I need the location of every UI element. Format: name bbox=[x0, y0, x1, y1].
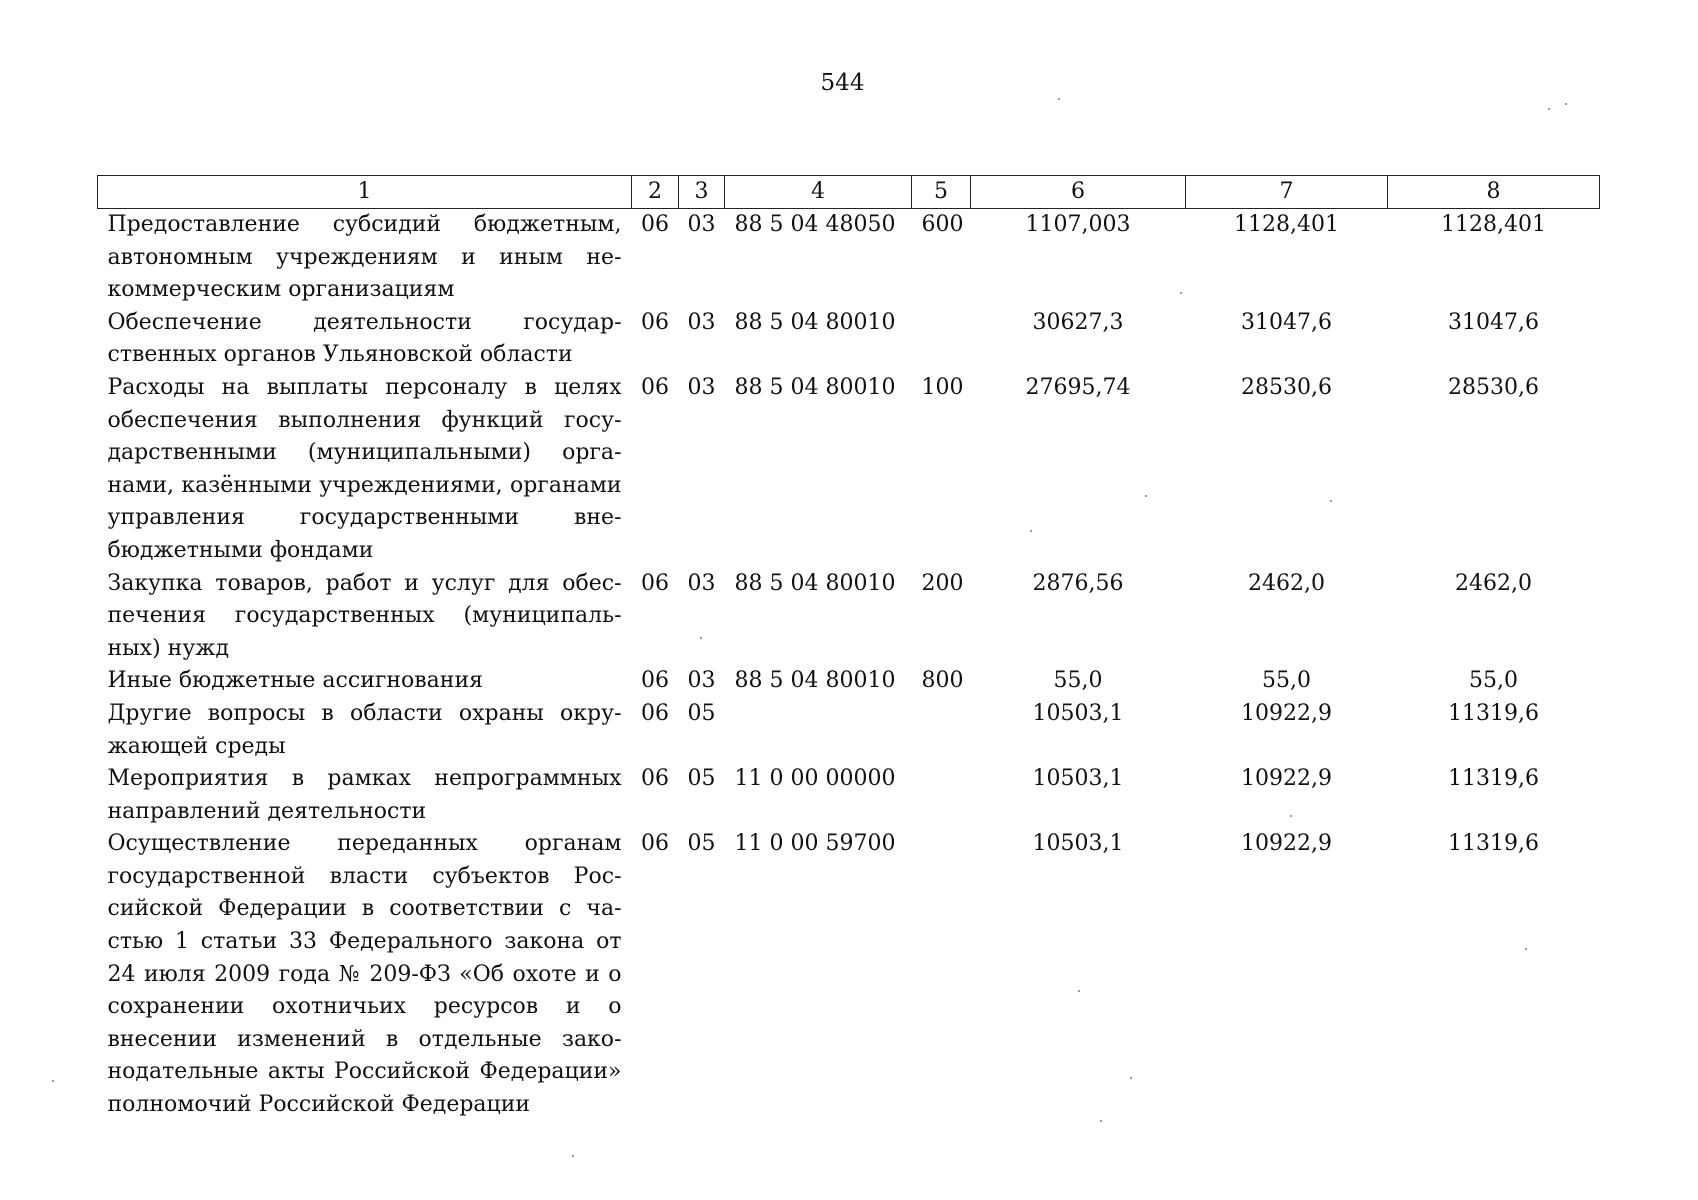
row-col2: 06 bbox=[641, 570, 669, 596]
scan-speck bbox=[1290, 815, 1292, 817]
row-col7: 31047,6 bbox=[1241, 309, 1332, 335]
row-col3: 05 bbox=[687, 831, 716, 857]
table-body bbox=[98, 209, 1600, 1122]
row-col8: 1128,401 bbox=[1441, 212, 1546, 237]
table-row bbox=[98, 209, 1600, 307]
header-row bbox=[98, 176, 1600, 209]
row-col3: 03 bbox=[687, 668, 716, 694]
header-col-5: 5 bbox=[912, 176, 971, 209]
row-col6: 30627,3 bbox=[1032, 309, 1124, 335]
row-col5 bbox=[912, 763, 971, 828]
scan-speck bbox=[1078, 990, 1080, 992]
row-col7: 2462,0 bbox=[1248, 570, 1325, 596]
header-col-6: 6 bbox=[971, 176, 1186, 209]
row-col4: 88 5 04 80010 bbox=[734, 668, 896, 694]
row-name: Расходы на выплаты персоналу в целях обеспечения выполнения функций государственными (муниципальными) органами, казёнными учреждениями, органами управления государственными внебюджетными фондами bbox=[107, 374, 622, 563]
row-col4 bbox=[725, 698, 912, 763]
row-col3: 03 bbox=[687, 374, 716, 400]
scan-speck bbox=[1525, 948, 1527, 950]
row-name: Закупка товаров, работ и услуг для обеспечения государственных (муниципальных) нужд bbox=[107, 570, 622, 661]
page-number: 544 bbox=[820, 70, 865, 96]
row-col6: 1107,003 bbox=[1025, 212, 1131, 237]
row-col5: 100 bbox=[921, 374, 964, 400]
row-col4: 11 0 00 00000 bbox=[734, 766, 896, 792]
scan-speck bbox=[1145, 495, 1147, 497]
row-col8: 11319,6 bbox=[1448, 831, 1539, 857]
row-col5 bbox=[912, 828, 971, 1121]
scan-speck bbox=[1130, 1077, 1132, 1079]
row-col5 bbox=[912, 307, 971, 372]
row-col6: 10503,1 bbox=[1032, 700, 1124, 726]
row-col7: 10922,9 bbox=[1241, 831, 1332, 857]
row-name: Мероприятия в рамках непрограммных направлений деятельности bbox=[107, 766, 622, 824]
row-name: Другие вопросы в области охраны окружающей среды bbox=[107, 700, 622, 759]
row-col2: 06 bbox=[641, 831, 669, 857]
scan-speck bbox=[1330, 500, 1332, 502]
row-col4: 88 5 04 48050 bbox=[734, 212, 896, 237]
row-col8: 28530,6 bbox=[1448, 374, 1539, 400]
row-col3: 03 bbox=[687, 570, 716, 596]
row-col8: 55,0 bbox=[1469, 668, 1518, 694]
row-col7: 28530,6 bbox=[1241, 374, 1332, 400]
scan-speck bbox=[1548, 108, 1550, 110]
row-col6: 55,0 bbox=[1053, 668, 1103, 694]
table-row bbox=[98, 568, 1600, 666]
row-col4: 88 5 04 80010 bbox=[734, 309, 896, 335]
row-col5: 800 bbox=[921, 668, 964, 694]
header-col-1: 1 bbox=[98, 176, 632, 209]
row-col8: 11319,6 bbox=[1448, 766, 1539, 792]
scan-speck bbox=[700, 637, 702, 639]
row-col8: 2462,0 bbox=[1455, 570, 1532, 596]
row-col2: 06 bbox=[641, 766, 669, 792]
header-col-8: 8 bbox=[1388, 176, 1600, 209]
table-row bbox=[98, 763, 1600, 828]
row-col7: 55,0 bbox=[1262, 668, 1311, 694]
table-row bbox=[98, 698, 1600, 763]
row-name: Иные бюджетные ассигнования bbox=[107, 668, 483, 694]
row-col3: 05 bbox=[687, 700, 716, 726]
row-col5: 600 bbox=[921, 212, 964, 237]
header-col-2: 2 bbox=[632, 176, 679, 209]
row-col7: 1128,401 bbox=[1234, 212, 1339, 237]
scan-speck bbox=[1565, 103, 1567, 105]
row-col7: 10922,9 bbox=[1241, 700, 1332, 726]
row-col3: 03 bbox=[687, 309, 716, 335]
row-col2: 06 bbox=[641, 309, 669, 335]
header-col-7: 7 bbox=[1186, 176, 1388, 209]
row-col2: 06 bbox=[641, 212, 669, 237]
row-name: Осуществление переданных органам государственной власти субъектов Российской Федерации в соответствии с частью 1 статьи 33 Федерального закона от 24 июля 2009 года № 209-ФЗ «Об охоте и о сохранении охотничьих ресурсов и о внесении изменений в отдельные законодательные акты Российской Федерации» полномочий Российской Федерации bbox=[107, 831, 622, 1118]
header-col-4: 4 bbox=[725, 176, 912, 209]
row-col6: 2876,56 bbox=[1032, 570, 1124, 596]
table-row bbox=[98, 828, 1600, 1121]
scan-speck bbox=[1180, 292, 1182, 294]
row-col2: 06 bbox=[641, 374, 669, 400]
header-col-3: 3 bbox=[679, 176, 725, 209]
budget-table bbox=[97, 175, 1600, 1122]
row-name: Предоставление субсидий бюджетным, автономным учреждениям и иным некоммерческим организациям bbox=[107, 212, 622, 303]
table-row bbox=[98, 307, 1600, 372]
scan-speck bbox=[572, 1155, 574, 1157]
table-row bbox=[98, 372, 1600, 568]
row-col4: 11 0 00 59700 bbox=[734, 831, 896, 857]
scan-speck bbox=[1030, 530, 1032, 532]
row-col5 bbox=[912, 698, 971, 763]
row-col2: 06 bbox=[641, 700, 669, 726]
row-col8: 11319,6 bbox=[1448, 700, 1539, 726]
scan-speck bbox=[52, 1080, 54, 1082]
row-col3: 05 bbox=[687, 766, 716, 792]
table-header bbox=[98, 176, 1600, 209]
row-col3: 03 bbox=[687, 212, 716, 237]
row-col2: 06 bbox=[641, 668, 669, 694]
scan-speck bbox=[1058, 98, 1060, 100]
row-col5: 200 bbox=[921, 570, 964, 596]
table-row bbox=[98, 665, 1600, 698]
row-col4: 88 5 04 80010 bbox=[734, 374, 896, 400]
scan-speck bbox=[1100, 1120, 1102, 1122]
row-col8: 31047,6 bbox=[1448, 309, 1539, 335]
row-name: Обеспечение деятельности государственных органов Ульяновской области bbox=[107, 309, 622, 368]
row-col6: 10503,1 bbox=[1032, 766, 1124, 792]
row-col6: 27695,74 bbox=[1025, 374, 1131, 400]
row-col4: 88 5 04 80010 bbox=[734, 570, 896, 596]
row-col6: 10503,1 bbox=[1032, 831, 1124, 857]
row-col7: 10922,9 bbox=[1241, 766, 1332, 792]
